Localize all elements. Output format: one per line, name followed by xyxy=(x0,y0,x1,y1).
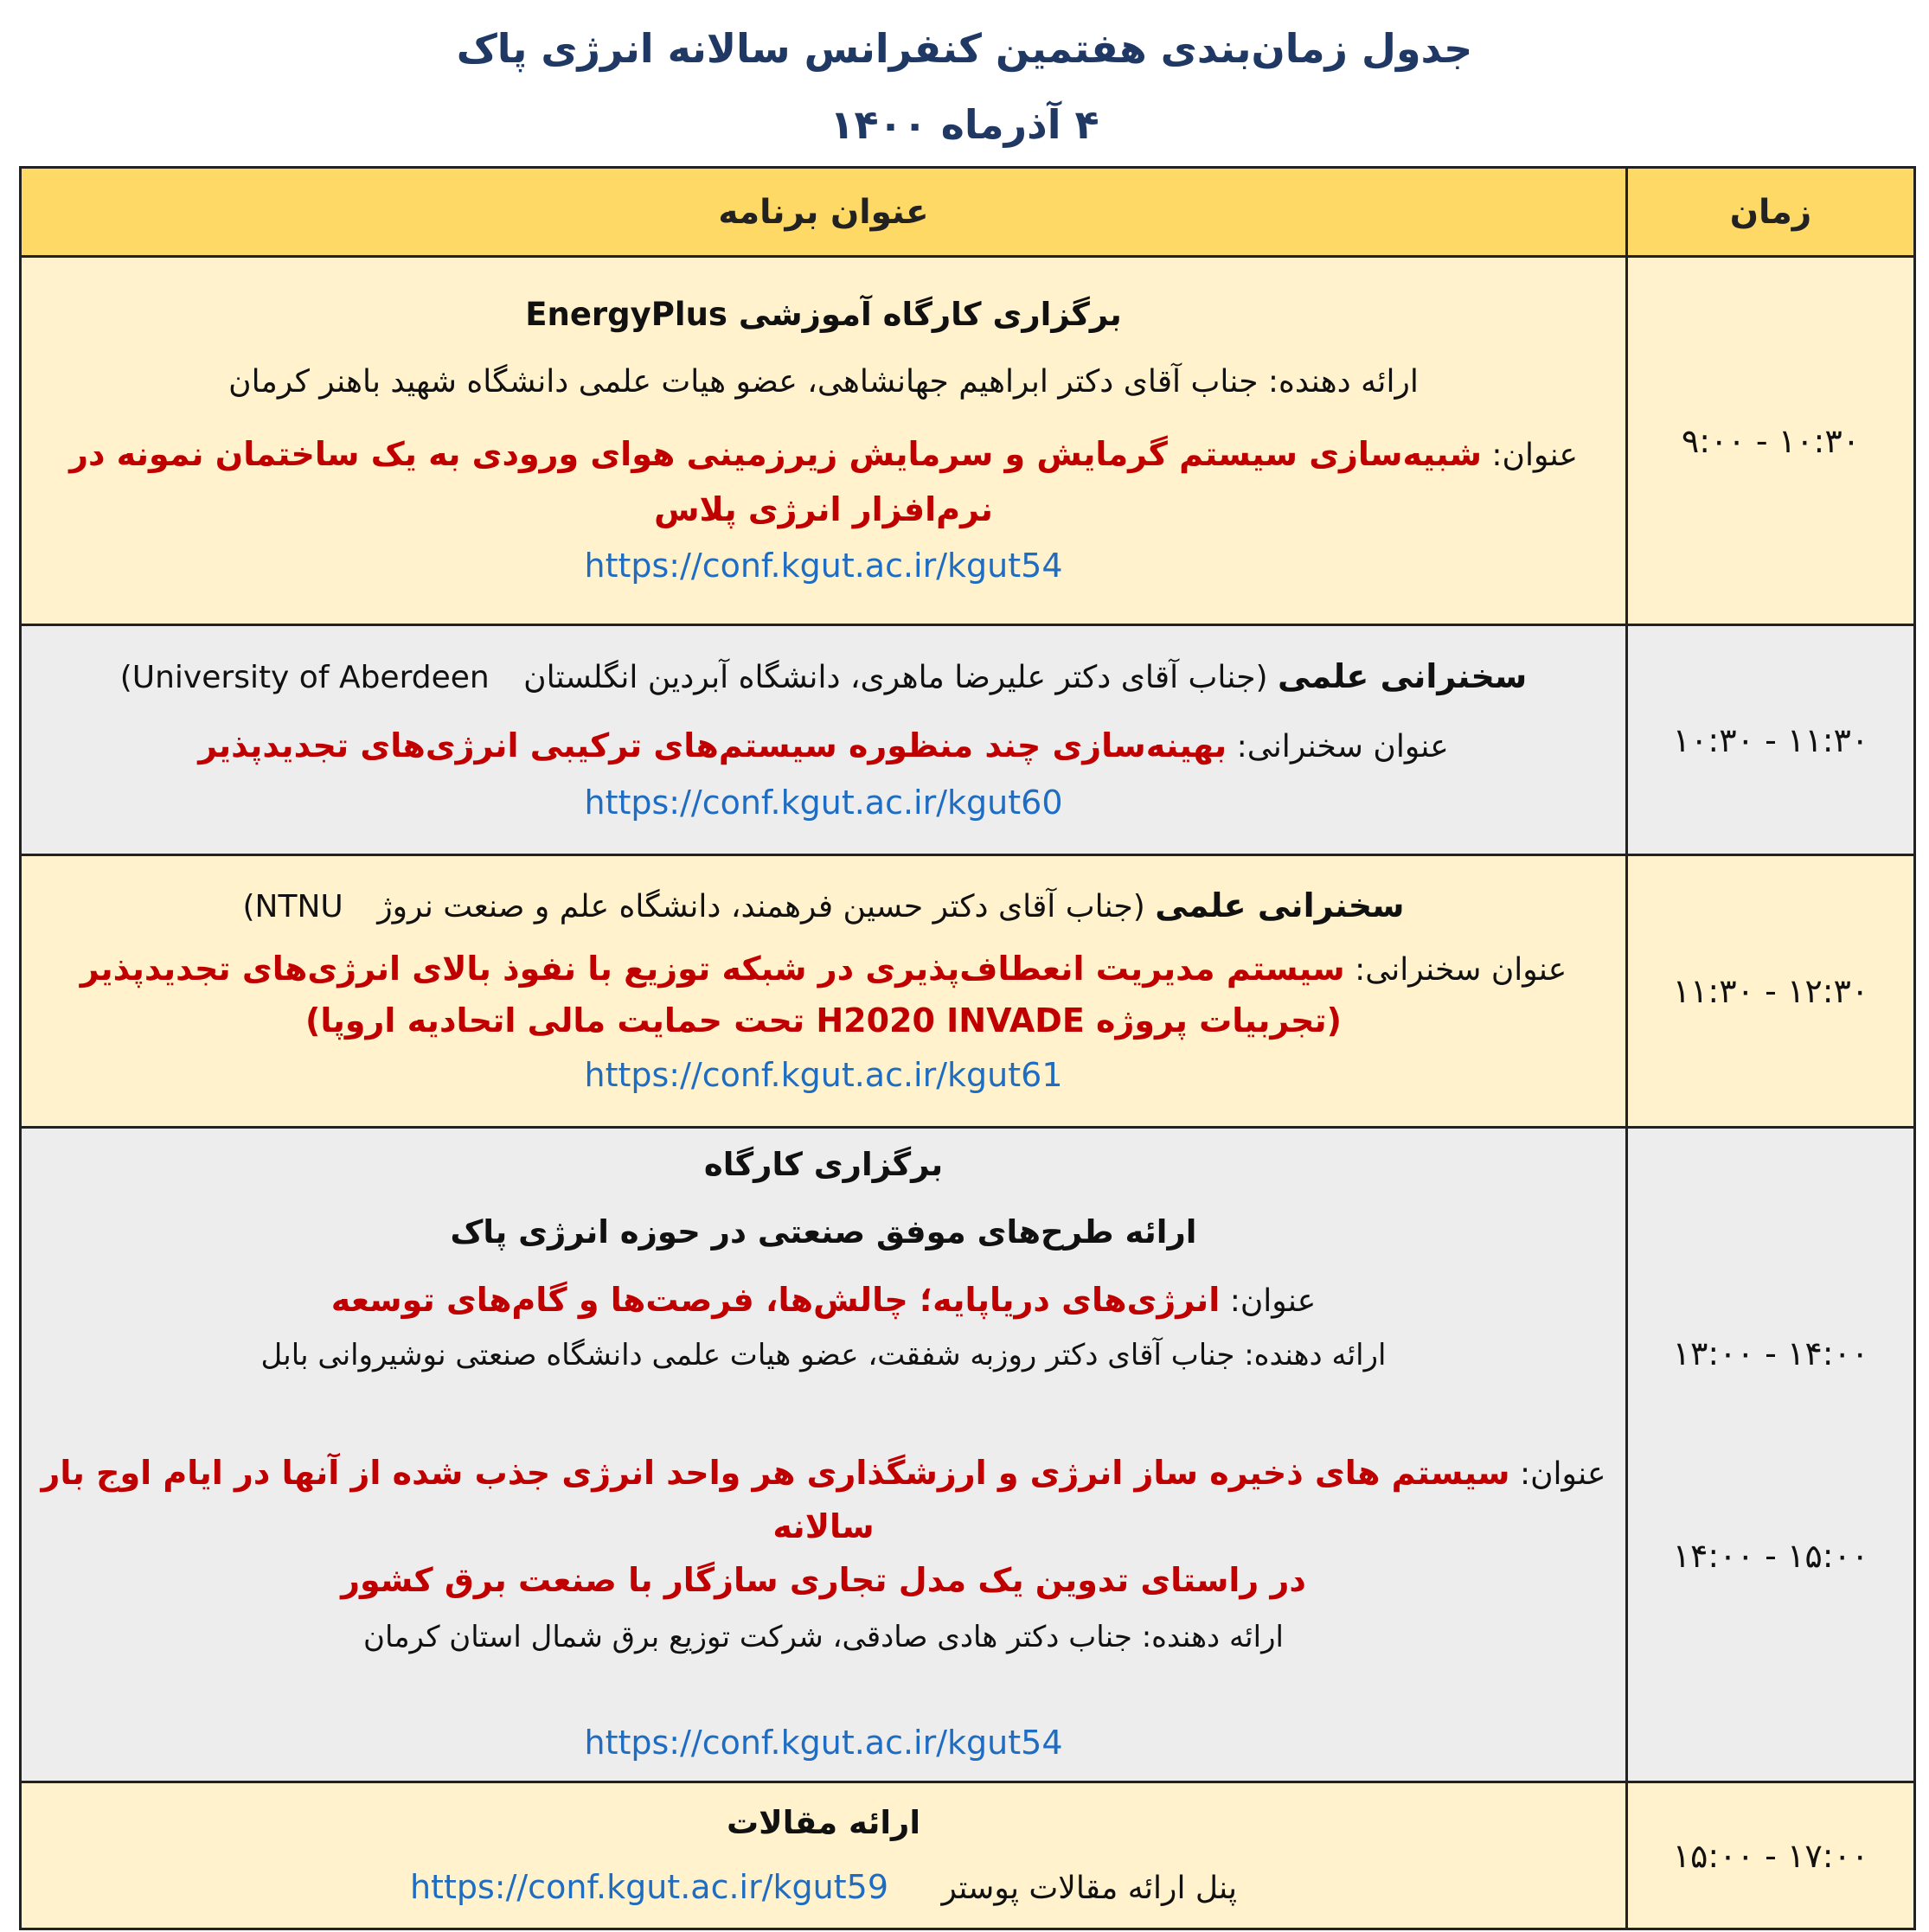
table-row xyxy=(21,625,1915,855)
program-cell xyxy=(21,1128,1627,1782)
speaker-text: (جناب آقای دکتر حسین فرهمند، دانشگاه علم و صنعت نروژ xyxy=(377,889,1145,924)
title-label: عنوان سخنرانی: xyxy=(1236,728,1449,764)
session-heading: برگزاری کارگاه xyxy=(703,1146,944,1183)
time-cell: ۱۱:۳۰ - ۱۲:۳۰ xyxy=(1627,855,1915,1128)
session-title xyxy=(22,944,1625,995)
session-link[interactable]: https://conf.kgut.ac.ir/kgut61 xyxy=(584,1056,1063,1094)
title-label: عنوان سخنرانی: xyxy=(1355,952,1567,988)
speaker-line xyxy=(22,883,1625,930)
title-label: عنوان: xyxy=(1229,1283,1317,1319)
presenter-text: ارائه دهنده: جناب دکتر هادی صادقی، شرکت توزیع برق شمال استان کرمان xyxy=(363,1620,1284,1654)
title-text-cont: در راستای تدوین یک مدل تجاری سازگار با صنعت برق کشور xyxy=(341,1561,1306,1599)
title-text-cont: نرم‌افزار انرژی پلاس xyxy=(654,489,993,528)
table-row xyxy=(21,855,1915,1128)
program-cell xyxy=(21,1782,1627,1929)
time-cell: ۹:۰۰ - ۱۰:۳۰ xyxy=(1627,257,1915,625)
session-link[interactable]: https://conf.kgut.ac.ir/kgut60 xyxy=(584,783,1063,822)
table-row xyxy=(21,1782,1915,1929)
table-row xyxy=(21,1128,1915,1782)
session-link[interactable]: https://conf.kgut.ac.ir/kgut59 xyxy=(409,1867,888,1906)
session-title xyxy=(22,1277,1625,1324)
page-date: ۴ آذرماه ۱۴۰۰ xyxy=(830,101,1099,148)
session-subheading: ارائه طرح‌های موفق صنعتی در حوزه انرژی پاک xyxy=(450,1213,1197,1251)
speaker-line xyxy=(22,654,1625,701)
session-title xyxy=(22,1447,1625,1554)
title-text: سیستم های ذخیره ساز انرژی و ارزشگذاری هر واحد انرژی جذب شده از آنها در ایام اوج بار سالانه xyxy=(41,1454,1510,1545)
program-cell xyxy=(21,257,1627,625)
table-header-row xyxy=(21,168,1915,257)
session-heading: سخنرانی علمی xyxy=(1155,886,1405,924)
title-label: عنوان: xyxy=(1491,437,1578,473)
program-cell xyxy=(21,855,1627,1128)
speaker-text: (جناب آقای دکتر علیرضا ماهری، دانشگاه آبردین انگلستان xyxy=(523,659,1268,695)
program-cell xyxy=(21,625,1627,855)
schedule-table xyxy=(19,166,1916,1930)
title-text: شبیه‌سازی سیستم گرمایش و سرمایش زیرزمینی هوای ورودی به یک ساختمان نمونه در xyxy=(69,434,1482,473)
session-heading: برگزاری کارگاه آموزشی EnergyPlus xyxy=(525,295,1122,333)
affiliation-text: NTNU) xyxy=(242,889,343,924)
panel-text: پنل ارائه مقالات پوستر xyxy=(941,1870,1238,1906)
time-cell xyxy=(1627,1128,1915,1782)
presenter-text: ارائه دهنده: جناب آقای دکتر ابراهیم جهانشاهی، عضو هیات علمی دانشگاه شهید باهنر کرمان xyxy=(228,363,1419,400)
table-row xyxy=(21,257,1915,625)
time-cell: ۱۰:۳۰ - ۱۱:۳۰ xyxy=(1627,625,1915,855)
time-cell: ۱۵:۰۰ - ۱۷:۰۰ xyxy=(1627,1782,1915,1929)
title-text: سیستم مدیریت انعطاف‌پذیری در شبکه توزیع با نفوذ بالای انرژی‌های تجدیدپذیر xyxy=(80,950,1345,988)
col-header-time: زمان xyxy=(1627,168,1915,257)
page-title: جدول زمان‌بندی هفتمین کنفرانس سالانه انرژی پاک xyxy=(456,25,1473,72)
presenter-text: ارائه دهنده: جناب آقای دکتر روزبه شفقت، عضو هیات علمی دانشگاه صنعتی نوشیروانی بابل xyxy=(260,1338,1387,1372)
affiliation-text: University of Aberdeen) xyxy=(119,659,490,695)
time-slot-1: ۱۳:۰۰ - ۱۴:۰۰ xyxy=(1672,1334,1869,1372)
session-heading: ارائه مقالات xyxy=(726,1803,921,1841)
session-link[interactable]: https://conf.kgut.ac.ir/kgut54 xyxy=(584,546,1063,585)
panel-line xyxy=(22,1865,1625,1911)
title-label: عنوان: xyxy=(1519,1456,1606,1492)
title-text: انرژی‌های دریاپایه؛ چالش‌ها، فرصت‌ها و گام‌های توسعه xyxy=(330,1281,1221,1319)
title-text-cont: (تجربیات پروژه H2020 INVADE تحت حمایت مالی اتحادیه اروپا) xyxy=(304,1001,1343,1040)
session-heading: سخنرانی علمی xyxy=(1278,656,1528,695)
session-title xyxy=(22,427,1625,483)
title-text: بهینه‌سازی چند منظوره سیستم‌های ترکیبی انرژی‌های تجدیدپذیر xyxy=(198,726,1227,764)
time-slot-2: ۱۴:۰۰ - ۱۵:۰۰ xyxy=(1672,1537,1869,1575)
session-link[interactable]: https://conf.kgut.ac.ir/kgut54 xyxy=(584,1724,1063,1762)
col-header-program: عنوان برنامه xyxy=(21,168,1627,257)
session-title xyxy=(22,723,1625,770)
